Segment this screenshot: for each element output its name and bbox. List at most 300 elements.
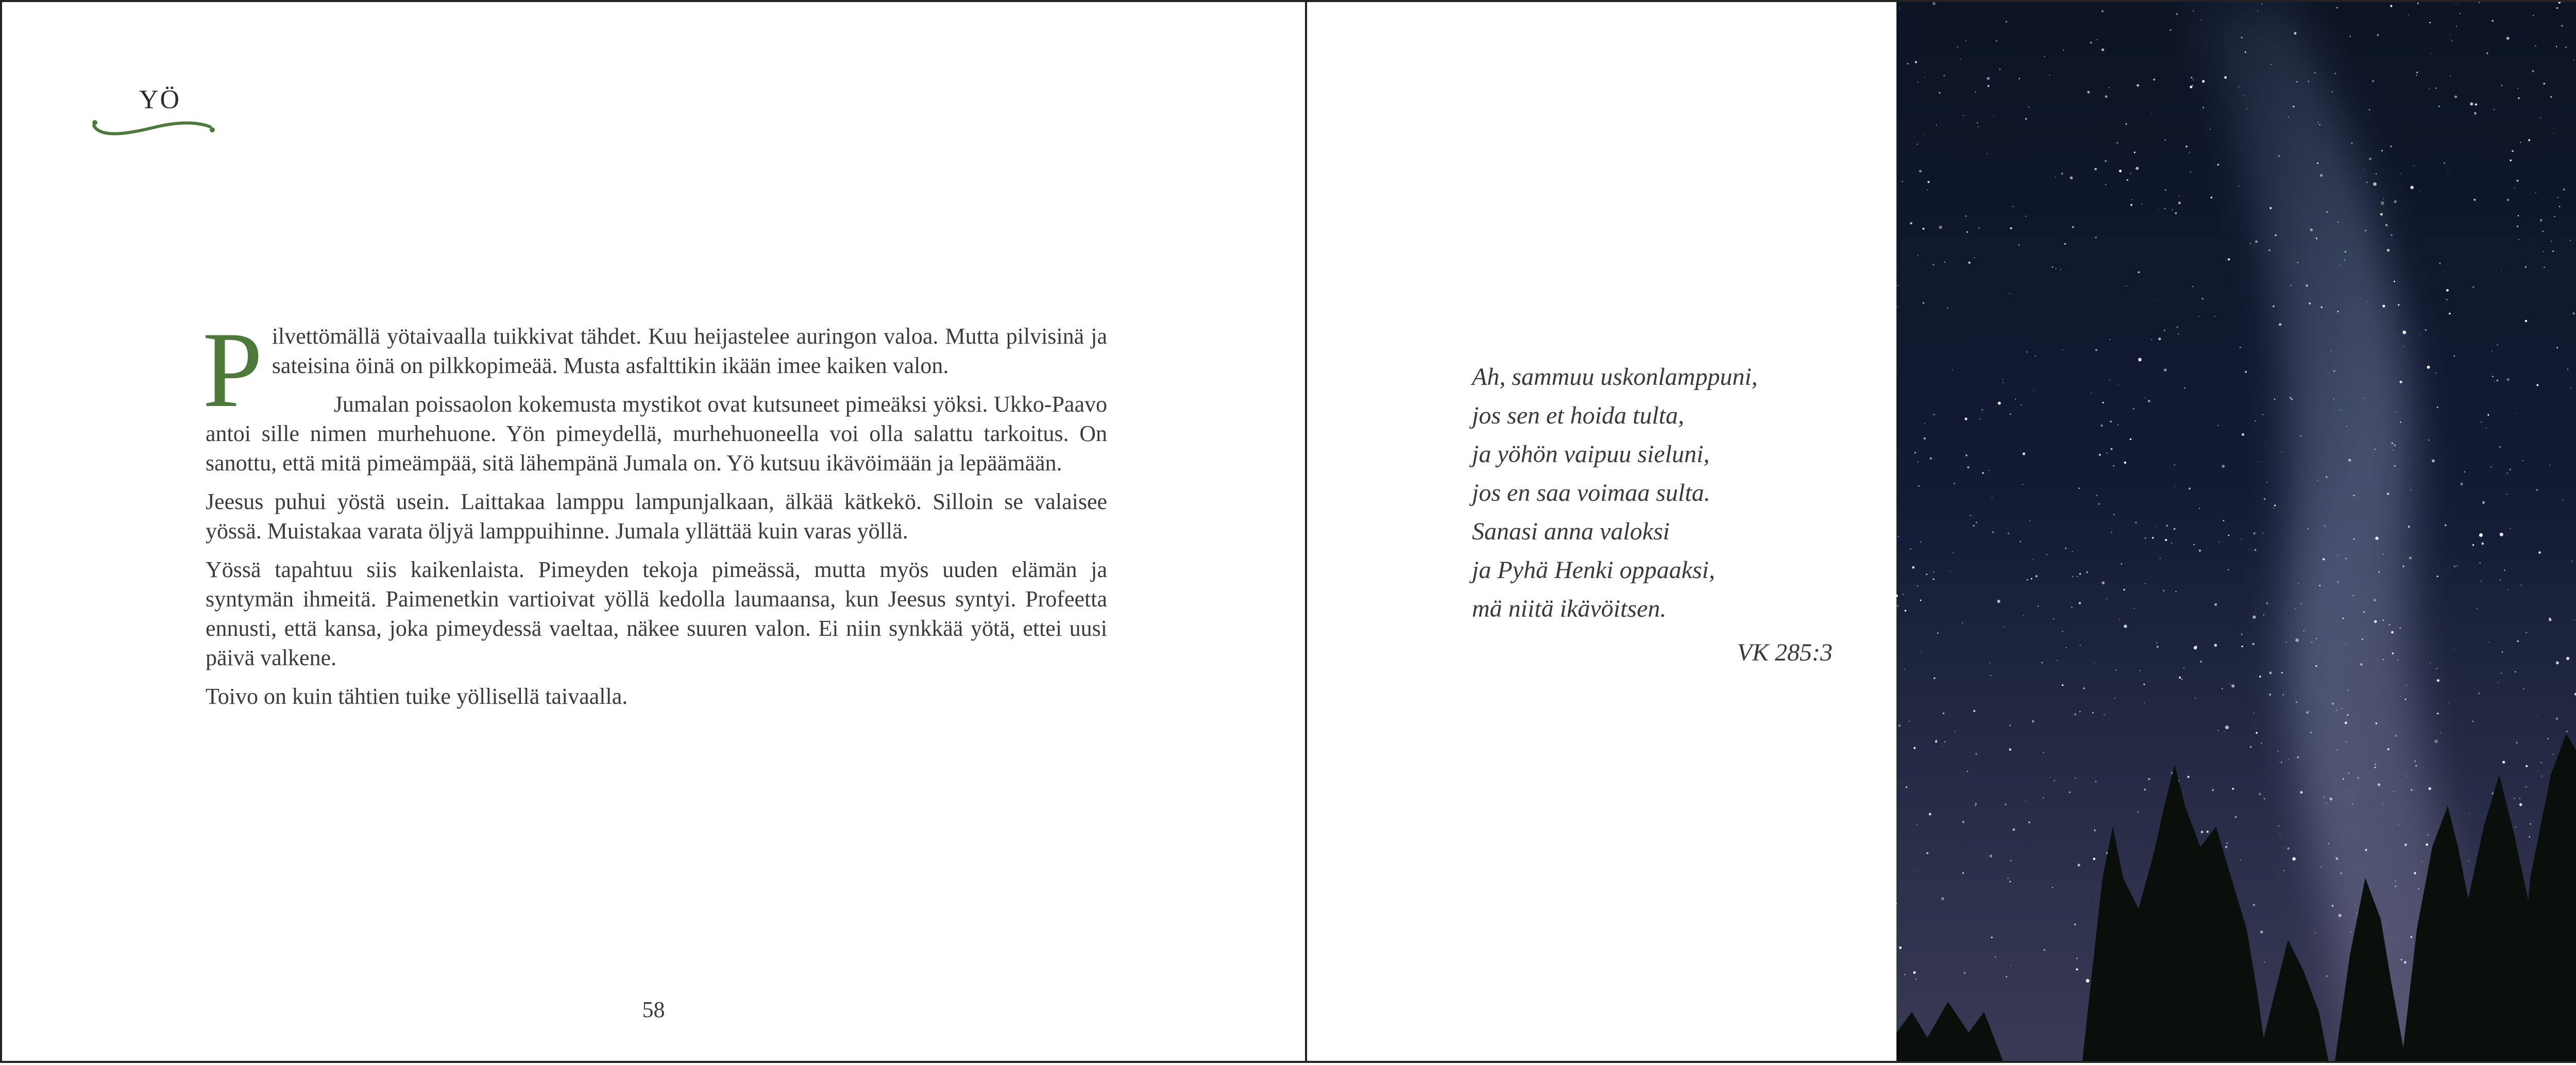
star xyxy=(2439,263,2441,264)
star xyxy=(2408,526,2410,528)
star xyxy=(2184,387,2185,388)
star xyxy=(2492,350,2493,351)
star xyxy=(2294,32,2296,35)
star xyxy=(2247,109,2248,110)
star xyxy=(2411,186,2414,189)
star xyxy=(2570,387,2571,388)
star xyxy=(2541,775,2543,777)
star xyxy=(2487,414,2489,416)
star xyxy=(2156,642,2157,643)
star xyxy=(1912,566,1914,569)
star xyxy=(2548,738,2549,739)
star xyxy=(2025,801,2026,802)
star xyxy=(2130,173,2131,174)
star xyxy=(2103,402,2104,403)
star xyxy=(2308,529,2309,530)
night-sky-photo xyxy=(1896,2,2576,1063)
star xyxy=(2230,684,2231,685)
star xyxy=(2556,662,2559,665)
star xyxy=(2375,764,2376,765)
star xyxy=(2053,618,2055,620)
star xyxy=(2309,302,2311,305)
star xyxy=(2224,76,2227,79)
star xyxy=(2506,494,2507,495)
star xyxy=(2238,185,2239,187)
hymn-reference: VK 285:3 xyxy=(1737,639,1833,666)
star xyxy=(2355,904,2356,905)
star xyxy=(2012,206,2013,207)
star xyxy=(2225,725,2229,729)
star xyxy=(2225,846,2227,848)
star xyxy=(2210,129,2211,130)
star xyxy=(2193,544,2194,545)
star xyxy=(2079,711,2081,713)
star xyxy=(1907,63,1908,64)
star xyxy=(1964,417,1967,420)
star xyxy=(2244,95,2245,96)
star xyxy=(1975,92,1976,93)
star xyxy=(1975,753,1977,755)
star xyxy=(2506,472,2508,474)
star xyxy=(2405,699,2406,700)
star xyxy=(2278,155,2280,157)
star xyxy=(2375,537,2378,540)
star xyxy=(2278,762,2279,763)
star xyxy=(2500,533,2503,536)
star xyxy=(2163,590,2164,591)
star xyxy=(2415,765,2417,767)
star xyxy=(2429,88,2430,89)
star xyxy=(2446,299,2447,300)
star xyxy=(2158,337,2161,340)
star xyxy=(1954,483,1955,484)
star xyxy=(2201,298,2204,300)
star xyxy=(1904,669,1905,670)
star xyxy=(2335,73,2336,74)
star xyxy=(1967,231,1968,233)
star xyxy=(2317,122,2318,123)
star xyxy=(2518,239,2519,240)
star xyxy=(2214,603,2217,606)
star xyxy=(2550,465,2551,466)
star xyxy=(1977,122,1978,123)
star xyxy=(2193,79,2194,80)
star xyxy=(2074,714,2076,716)
star xyxy=(2098,503,2099,504)
hymn-line: Ah, sammuu uskonlamppuni, xyxy=(1472,363,1758,391)
star xyxy=(2472,721,2474,722)
star xyxy=(2540,219,2543,222)
star xyxy=(1965,215,1967,217)
star xyxy=(1936,125,1937,126)
star xyxy=(2121,563,2122,564)
star xyxy=(2437,679,2439,682)
star xyxy=(2392,652,2394,654)
star xyxy=(2119,619,2120,620)
star xyxy=(2228,569,2229,570)
star xyxy=(2192,85,2193,86)
star xyxy=(1927,190,1928,191)
star xyxy=(1934,414,1935,415)
hymn-verse xyxy=(1472,358,1833,672)
star xyxy=(1965,40,1967,41)
star xyxy=(2212,789,2214,791)
star xyxy=(2515,413,2516,414)
star xyxy=(2381,150,2383,151)
star xyxy=(2025,118,2027,120)
star xyxy=(2356,912,2357,914)
star xyxy=(2269,671,2272,674)
star xyxy=(2417,3,2419,4)
star xyxy=(2510,528,2511,529)
star xyxy=(1987,77,1990,80)
star xyxy=(2406,776,2407,777)
star xyxy=(1944,261,1945,263)
star xyxy=(2113,465,2114,467)
star xyxy=(2350,932,2351,933)
star xyxy=(2145,583,2146,584)
star xyxy=(2263,533,2264,534)
body-text xyxy=(202,310,1107,720)
star xyxy=(2062,349,2063,350)
star xyxy=(2567,368,2568,369)
star xyxy=(1920,600,1921,601)
star xyxy=(2148,400,2150,402)
star xyxy=(2094,829,2095,830)
star xyxy=(1962,872,1964,874)
star xyxy=(2036,575,2038,577)
star xyxy=(2072,551,2073,552)
star xyxy=(2332,703,2334,705)
star xyxy=(1898,724,1901,727)
star xyxy=(2239,346,2241,348)
star xyxy=(2250,746,2251,748)
star xyxy=(2134,151,2136,153)
star xyxy=(2266,482,2267,483)
star xyxy=(2259,793,2261,796)
star xyxy=(2242,646,2243,647)
star xyxy=(2489,641,2490,643)
star xyxy=(2105,599,2106,600)
star xyxy=(2479,533,2483,537)
star xyxy=(1916,978,1917,979)
star xyxy=(1974,258,1975,259)
night-sky-image xyxy=(1896,2,2576,1063)
star xyxy=(2404,961,2406,963)
star xyxy=(2142,204,2143,205)
star xyxy=(2439,304,2441,305)
star xyxy=(2190,86,2192,88)
star xyxy=(1962,821,1964,823)
star xyxy=(2333,398,2334,399)
star xyxy=(1898,536,1899,537)
star xyxy=(2190,171,2191,172)
star xyxy=(2420,191,2421,192)
star xyxy=(2253,532,2256,535)
star xyxy=(2533,15,2534,16)
star xyxy=(2374,449,2376,450)
star xyxy=(1935,740,1938,743)
star xyxy=(2428,439,2429,441)
star xyxy=(2501,270,2502,271)
star xyxy=(2315,933,2316,934)
star xyxy=(2250,243,2251,244)
star xyxy=(2240,860,2241,861)
star xyxy=(2078,487,2080,489)
paragraph-1-text: ilvettömällä yötaivaalla tuikkivat tähdet. Kuu heijastelee auringon valoa. Mutta pilvisinä ja sateisina öinä on pilkkopimeää. Musta asfalttikin ikään imee kaiken valon. xyxy=(272,324,1107,378)
star xyxy=(2178,333,2179,335)
star xyxy=(1989,663,1990,664)
star xyxy=(2394,465,2396,467)
star xyxy=(2261,742,2262,744)
star xyxy=(2528,139,2530,141)
star xyxy=(2421,861,2422,862)
star xyxy=(2177,326,2179,328)
star xyxy=(2160,558,2161,559)
star xyxy=(2174,464,2175,466)
star xyxy=(2455,4,2456,5)
star xyxy=(2269,249,2270,251)
star xyxy=(2538,551,2541,554)
star xyxy=(1987,153,1988,154)
star xyxy=(2109,339,2110,341)
star xyxy=(2551,241,2552,242)
star xyxy=(2255,549,2256,551)
star xyxy=(2297,756,2299,758)
star xyxy=(1944,741,1945,742)
star xyxy=(1910,548,1911,550)
star xyxy=(2346,426,2347,427)
star xyxy=(1960,59,1961,60)
star xyxy=(2394,281,2395,282)
star xyxy=(2481,581,2482,582)
star xyxy=(2222,688,2223,689)
star xyxy=(2448,170,2449,171)
star xyxy=(2278,825,2279,826)
star xyxy=(2070,176,2073,179)
star xyxy=(2543,251,2544,252)
star xyxy=(2395,886,2396,887)
star xyxy=(2117,425,2119,426)
star xyxy=(2226,842,2228,844)
star xyxy=(1917,585,1918,586)
star xyxy=(2006,21,2007,23)
star xyxy=(2217,164,2219,166)
star xyxy=(1978,227,1979,228)
star xyxy=(2278,751,2279,752)
star xyxy=(2331,350,2332,351)
star xyxy=(2532,70,2534,73)
star xyxy=(2365,849,2367,851)
star xyxy=(2086,979,2090,983)
star xyxy=(2130,438,2131,440)
star xyxy=(2193,10,2194,11)
star xyxy=(1991,937,1993,938)
star xyxy=(1954,731,1955,732)
star xyxy=(2218,425,2219,426)
star xyxy=(2406,685,2407,686)
star xyxy=(2522,460,2523,461)
star xyxy=(2430,663,2431,664)
star xyxy=(2144,398,2145,399)
star xyxy=(2337,555,2338,556)
star xyxy=(2445,525,2446,526)
star xyxy=(2492,376,2493,377)
star xyxy=(2520,585,2521,586)
star xyxy=(2383,198,2384,199)
star xyxy=(1995,956,1996,957)
star xyxy=(2150,113,2151,114)
star xyxy=(1961,622,1963,624)
star xyxy=(2075,777,2076,779)
star xyxy=(2414,760,2416,762)
star xyxy=(2109,380,2110,381)
star xyxy=(1897,605,1899,607)
star xyxy=(2137,84,2139,87)
star xyxy=(2074,924,2076,925)
star xyxy=(2010,227,2012,229)
star xyxy=(2165,189,2166,191)
star xyxy=(2164,139,2166,141)
star xyxy=(2178,201,2181,204)
star xyxy=(2337,581,2338,582)
star xyxy=(2418,888,2419,889)
star xyxy=(2153,79,2155,80)
star xyxy=(2382,619,2383,620)
star xyxy=(2376,173,2377,174)
star xyxy=(2300,435,2301,436)
star xyxy=(2194,646,2197,650)
star xyxy=(2319,585,2320,586)
star xyxy=(2171,543,2172,544)
star xyxy=(2374,620,2377,623)
star xyxy=(2374,767,2376,768)
star xyxy=(1926,852,1928,854)
star xyxy=(2138,358,2142,362)
star xyxy=(2378,571,2380,572)
star xyxy=(2345,644,2346,645)
star xyxy=(2199,550,2201,552)
star xyxy=(2395,881,2396,882)
star xyxy=(2337,749,2338,750)
paragraph-5: Toivo on kuin tähtien tuike yöllisellä taivaalla. xyxy=(206,684,628,709)
star xyxy=(2391,234,2393,236)
star xyxy=(2077,576,2078,577)
star xyxy=(2286,641,2287,643)
star xyxy=(2137,811,2139,813)
star xyxy=(2400,381,2402,383)
star xyxy=(2292,857,2296,861)
star xyxy=(2096,39,2097,40)
star xyxy=(2566,657,2569,660)
star xyxy=(2498,682,2499,683)
star xyxy=(2104,714,2105,715)
star xyxy=(2429,22,2431,23)
star xyxy=(2179,196,2180,197)
star xyxy=(2094,663,2095,664)
star xyxy=(2202,80,2205,82)
star xyxy=(2290,397,2291,398)
star xyxy=(1953,552,1954,553)
star xyxy=(2324,526,2326,527)
star xyxy=(1923,134,1924,136)
star xyxy=(1947,307,1948,309)
star xyxy=(2052,887,2053,888)
star xyxy=(1933,578,1935,580)
star xyxy=(2366,182,2367,183)
drop-cap: P xyxy=(202,310,263,430)
star xyxy=(2346,741,2347,742)
star xyxy=(1963,972,1965,974)
star xyxy=(2389,624,2391,626)
star xyxy=(2028,821,2030,823)
star xyxy=(2510,159,2512,161)
star xyxy=(2507,378,2510,381)
star xyxy=(2281,672,2283,673)
star xyxy=(2086,571,2088,573)
star xyxy=(2482,543,2484,545)
star xyxy=(2283,694,2284,695)
star xyxy=(1990,855,1993,858)
star xyxy=(2435,88,2436,89)
star xyxy=(2373,182,2377,186)
star xyxy=(2144,537,2146,539)
star xyxy=(2164,330,2165,331)
star xyxy=(2502,651,2503,653)
star xyxy=(2411,789,2412,790)
star xyxy=(2475,104,2477,106)
star xyxy=(2255,420,2256,421)
star xyxy=(1939,92,1940,94)
star xyxy=(2176,13,2178,15)
star xyxy=(2323,558,2325,560)
star xyxy=(2392,443,2393,444)
star xyxy=(2345,558,2347,560)
star xyxy=(2393,450,2394,451)
star xyxy=(2010,966,2011,967)
star xyxy=(2311,642,2312,643)
star xyxy=(2242,433,2244,436)
star xyxy=(2102,48,2104,51)
star xyxy=(2400,696,2401,697)
star xyxy=(1933,264,1934,265)
page-number: 58 xyxy=(642,997,665,1022)
star xyxy=(2094,830,2096,832)
star xyxy=(2198,316,2199,317)
star xyxy=(2337,222,2338,223)
star xyxy=(2383,554,2384,555)
star xyxy=(2336,709,2338,711)
star xyxy=(2123,589,2125,591)
star xyxy=(2119,384,2120,385)
star xyxy=(2044,56,2045,57)
star xyxy=(2288,116,2289,117)
star xyxy=(2402,720,2403,721)
star xyxy=(2506,37,2510,40)
star xyxy=(2218,542,2219,543)
star xyxy=(2027,579,2028,581)
star xyxy=(2032,720,2035,723)
star xyxy=(2317,162,2318,164)
star xyxy=(2263,614,2264,615)
star xyxy=(2057,660,2058,662)
star xyxy=(2269,207,2272,209)
star xyxy=(2394,200,2397,203)
star xyxy=(2217,730,2219,732)
star xyxy=(2529,836,2530,837)
star xyxy=(1897,285,1899,286)
star xyxy=(2518,88,2519,89)
